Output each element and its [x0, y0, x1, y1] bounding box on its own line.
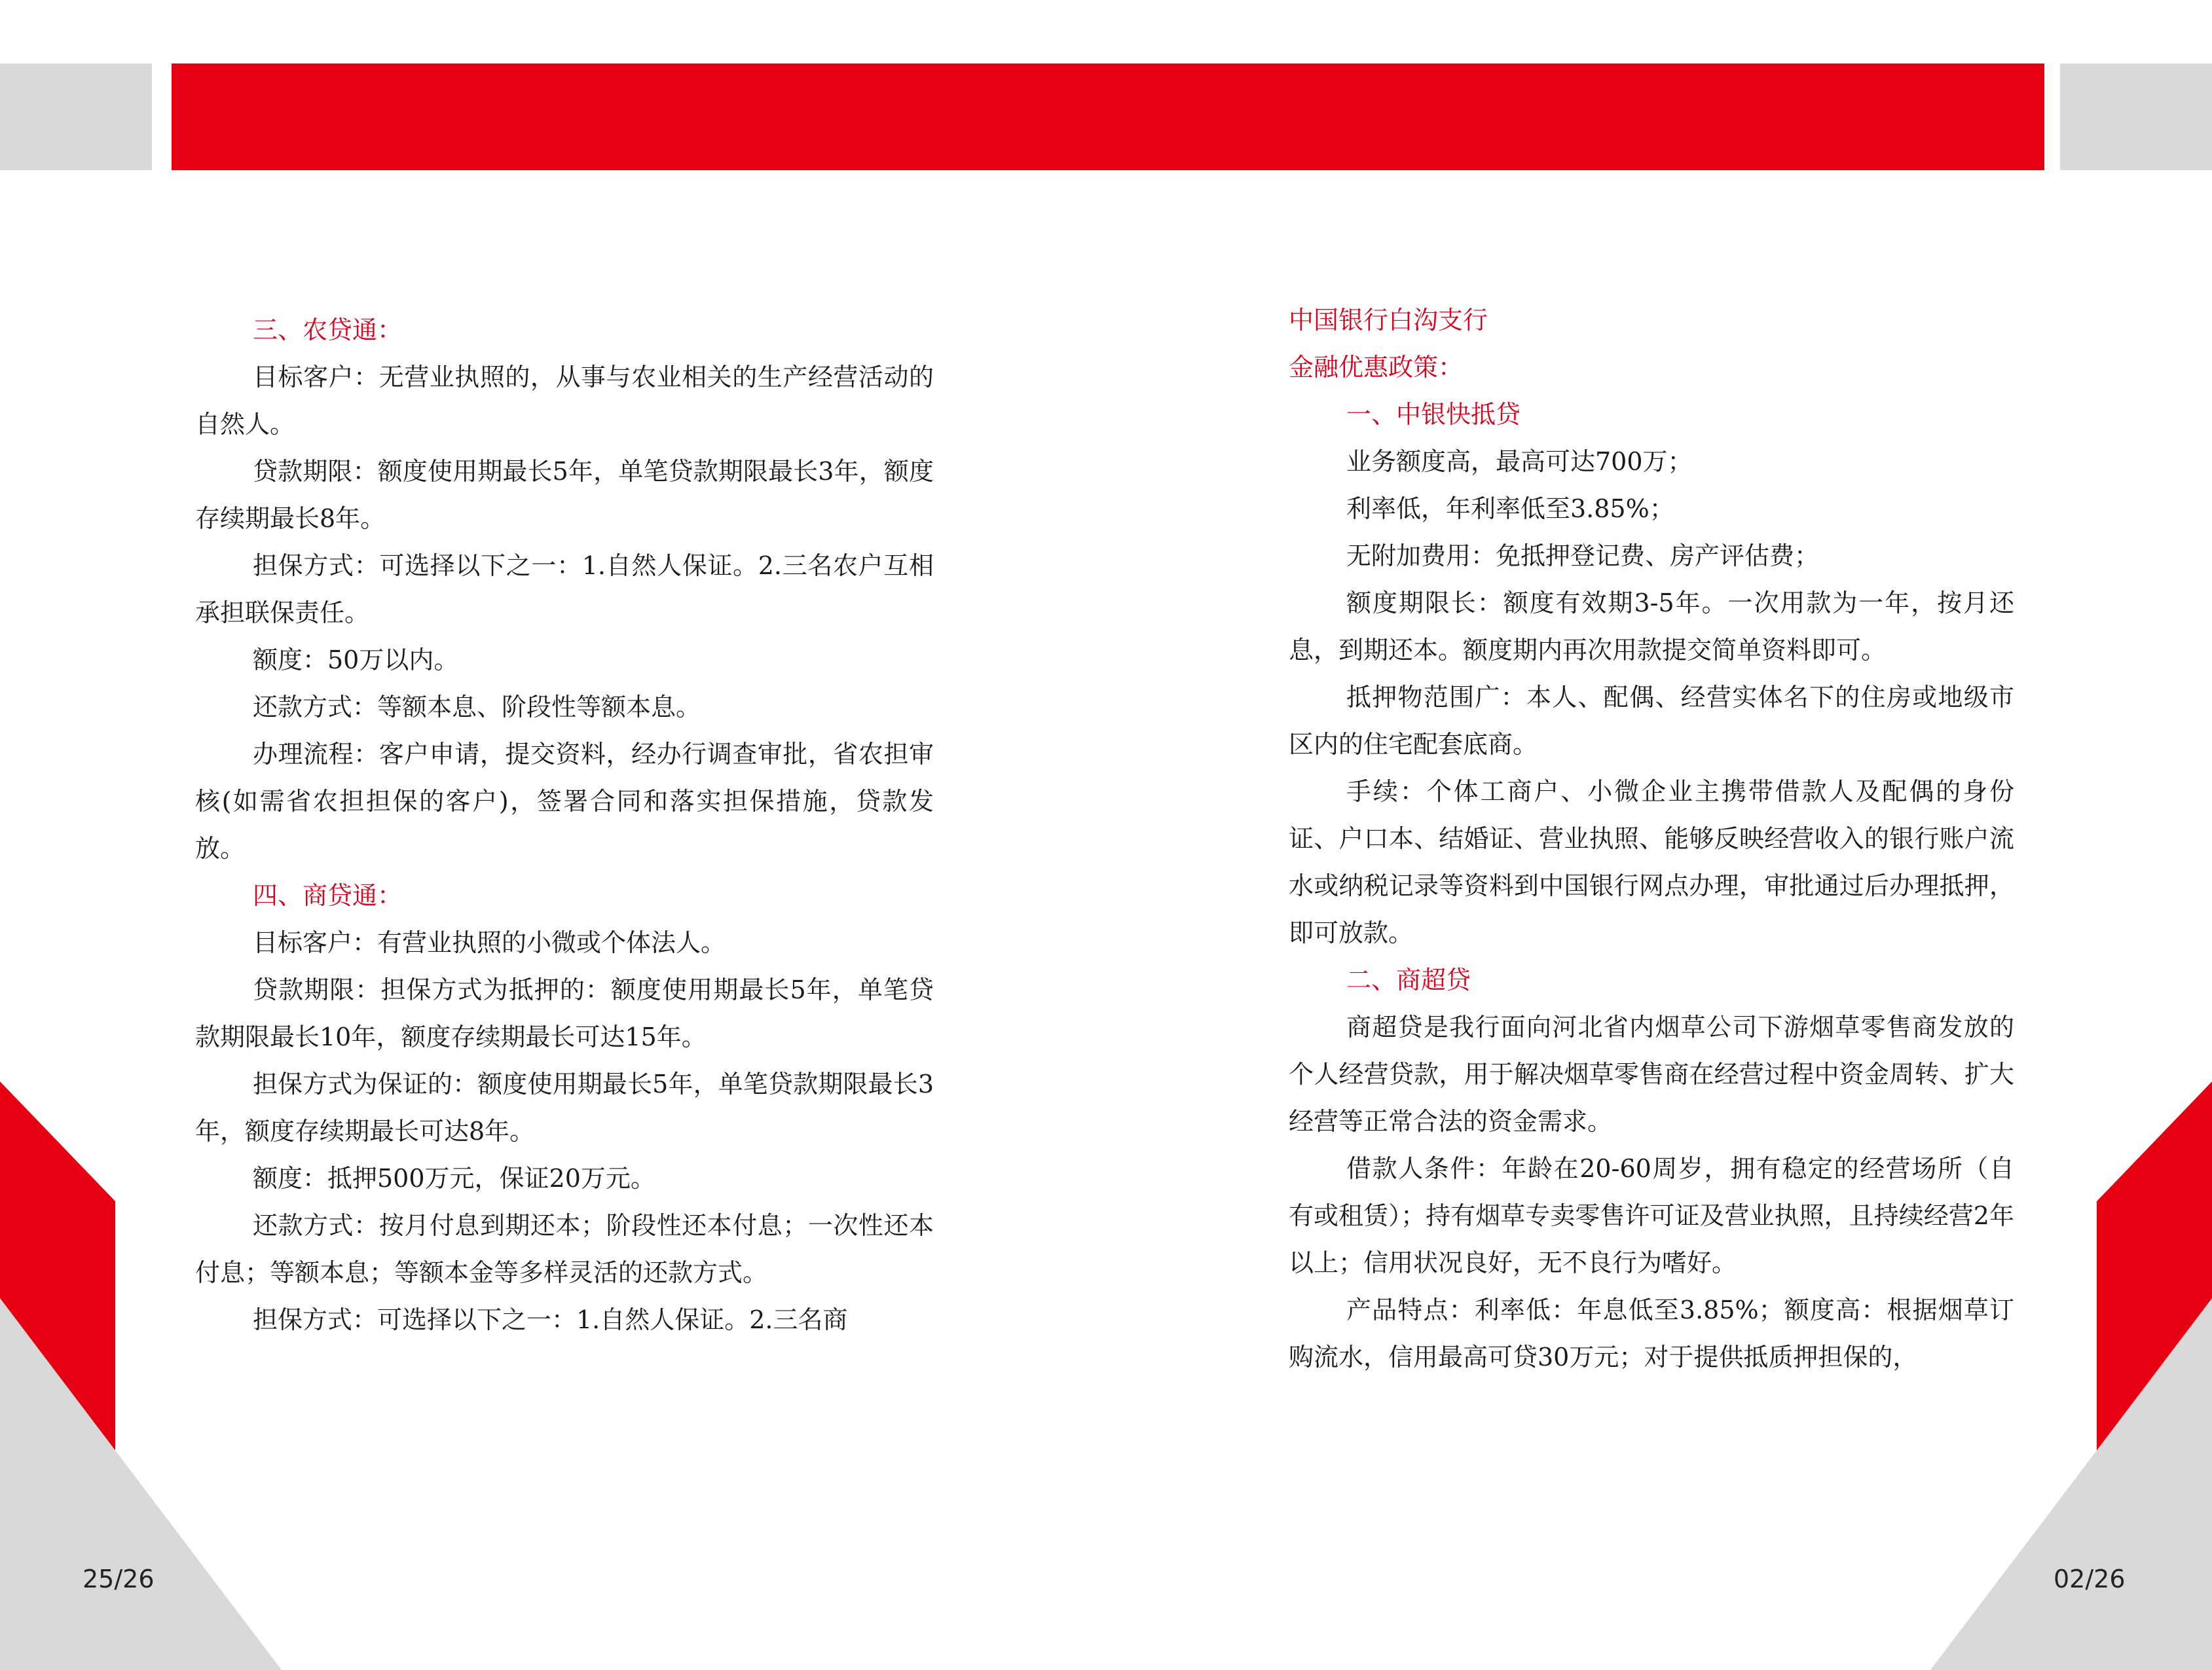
right-paragraph: 额度期限长：额度有效期3-5年。一次用款为一年，按月还息，到期还本。额度期内再次用款提交简单资料即可。 [1289, 589, 2014, 664]
left-paragraph: 目标客户：无营业执照的，从事与农业相关的生产经营活动的自然人。 [195, 363, 934, 439]
bank-branch-title: 中国银行白沟支行 [1289, 306, 1488, 335]
left-paragraph: 担保方式为保证的：额度使用期最长5年，单笔贷款期限最长3年，额度存续期最长可达8年。 [195, 1070, 934, 1146]
right-heading-kuaidaidai: 一、中银快抵贷 [1346, 400, 1521, 429]
left-heading-nongdaitong: 三、农贷通： [253, 316, 403, 344]
right-paragraph: 抵押物范围广：本人、配偶、经营实体名下的住房或地级市区内的住宅配套底商。 [1289, 683, 2014, 759]
right-paragraph: 商超贷是我行面向河北省内烟草公司下游烟草零售商发放的个人经营贷款，用于解决烟草零售商在经营过程中资金周转、扩大经营等正常合法的资金需求。 [1289, 1013, 2014, 1136]
right-heading-shangchaodai: 二、商超贷 [1346, 966, 1471, 994]
right-paragraph: 无附加费用：免抵押登记费、房产评估费； [1346, 541, 1820, 570]
left-heading-shangdaitong: 四、商贷通： [253, 881, 403, 910]
top-left-gray-tab [0, 64, 152, 170]
top-red-banner [172, 64, 2044, 170]
policy-title: 金融优惠政策： [1289, 353, 1464, 382]
left-paragraph: 贷款期限：额度使用期最长5年，单笔贷款期限最长3年，额度存续期最长8年。 [195, 457, 934, 533]
right-paragraph: 利率低，年利率低至3.85%； [1346, 494, 1674, 523]
right-paragraph: 手续：个体工商户、小微企业主携带借款人及配偶的身份证、户口本、结婚证、营业执照、能够反映经营收入的银行账户流水或纳税记录等资料到中国银行网点办理，审批通过后办理抵押，即可放款。 [1289, 777, 2014, 947]
left-paragraph: 额度：抵押500万元，保证20万元。 [253, 1164, 655, 1193]
left-page-column [195, 306, 934, 1343]
left-paragraph: 额度：50万以内。 [253, 645, 459, 674]
left-paragraph: 担保方式：可选择以下之一：1.自然人保证。2.三名农户互相承担联保责任。 [195, 551, 934, 627]
left-paragraph: 还款方式：按月付息到期还本；阶段性还本付息；一次性还本付息；等额本息；等额本金等多样灵活的还款方式。 [195, 1211, 934, 1287]
right-page-number: 02/26 [2054, 1565, 2126, 1593]
right-page-column [1289, 297, 2014, 1381]
left-paragraph: 办理流程：客户申请，提交资料，经办行调查审批，省农担审核(如需省农担担保的客户)，签署合同和落实担保措施，贷款发放。 [195, 740, 934, 863]
right-paragraph: 产品特点：利率低：年息低至3.85%；额度高：根据烟草订购流水，信用最高可贷30万元；对于提供抵质押担保的， [1289, 1296, 2014, 1371]
left-page-number: 25/26 [83, 1565, 155, 1593]
left-paragraph: 贷款期限：担保方式为抵押的：额度使用期最长5年，单笔贷款期限最长10年，额度存续期最长可达15年。 [195, 975, 934, 1051]
left-paragraph: 目标客户：有营业执照的小微或个体法人。 [253, 928, 726, 957]
left-paragraph: 还款方式：等额本息、阶段性等额本息。 [253, 693, 701, 721]
right-paragraph: 业务额度高，最高可达700万； [1346, 447, 1693, 476]
left-paragraph: 担保方式：可选择以下之一：1.自然人保证。2.三名商 [253, 1305, 848, 1334]
top-right-gray-tab [2060, 64, 2212, 170]
right-paragraph: 借款人条件：年龄在20-60周岁，拥有稳定的经营场所（自有或租赁）；持有烟草专卖零售许可证及营业执照，且持续经营2年以上；信用状况良好，无不良行为嗜好。 [1289, 1154, 2014, 1277]
